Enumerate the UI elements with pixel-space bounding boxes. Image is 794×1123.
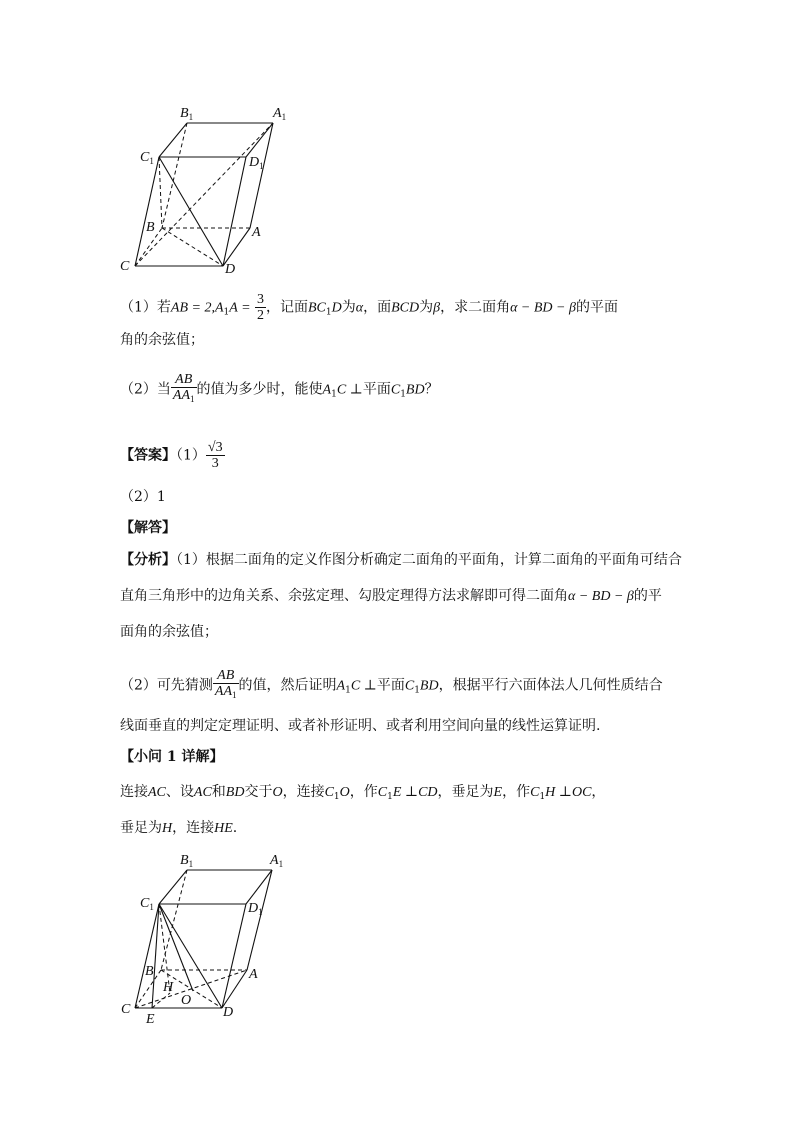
label-a: A bbox=[252, 225, 261, 240]
edge-a1a bbox=[250, 123, 273, 228]
label-c1: $C_1$ bbox=[140, 150, 154, 166]
label-h: H bbox=[163, 980, 174, 995]
fraction-3-2: $\frac{3}{2}$ bbox=[256, 292, 264, 323]
label-d1: $D_1$ bbox=[248, 901, 263, 917]
edge-a1a bbox=[247, 870, 272, 970]
edge-c1c bbox=[135, 157, 159, 266]
analysis-line5: 线面垂直的判定定理证明、或者补形证明、或者利用空间向量的线性运算证明. bbox=[120, 718, 601, 734]
label-b: B bbox=[146, 220, 155, 235]
figure-parallelepiped-2 bbox=[110, 848, 310, 1028]
label-o: O bbox=[181, 993, 192, 1008]
detail-heading: 【小问 1 详解】 bbox=[120, 749, 224, 765]
label-c1: $C_1$ bbox=[140, 896, 154, 912]
label-d1: $D_1$ bbox=[249, 155, 264, 171]
question-1-line2: 角的余弦值； bbox=[120, 332, 204, 348]
solution-heading: 【解答】 bbox=[120, 520, 176, 536]
analysis-line1: 【分析】（1）根据二面角的定义作图分析确定二面角的平面角，计算二面角的平面角可结合 bbox=[120, 552, 682, 568]
analysis-line3: 面角的余弦值； bbox=[120, 624, 218, 640]
label-b1: $B_1$ bbox=[180, 106, 194, 122]
label-d: D bbox=[223, 1005, 234, 1020]
detail-line2: 垂足为H，连接HE. bbox=[120, 820, 238, 836]
label-b: B bbox=[145, 964, 154, 979]
edge-da bbox=[222, 970, 247, 1008]
hidden-he bbox=[152, 993, 170, 1008]
fraction-ab-aa1-2: $\frac{AB}{AA_1}$ bbox=[214, 668, 237, 700]
label-a: A bbox=[249, 967, 258, 982]
hidden-bd bbox=[162, 228, 223, 266]
answer-1: 【答案】（1） $\frac{√3}{3}$ bbox=[120, 440, 223, 471]
label-b1: $B_1$ bbox=[180, 853, 194, 869]
label-d: D bbox=[225, 262, 236, 277]
question-2: （2）当 $\frac{AB}{AA_1}$ 的值为多少时，能使$A_1C$ ⊥平面$C_1BD$？ bbox=[120, 372, 439, 407]
detail-line1: 连接AC、设AC和BD交于O，连接$C_1O$，作$C_1E$ ⊥CD，垂足为E，作$C_1H$ ⊥OC， bbox=[120, 784, 606, 802]
question-1-line1: （1）若AB = $2,A_1A$ = $\frac{3}{2}$ ，记面$BC_1D$为α，面BCD为β，求二面角α − BD − β的平面 bbox=[120, 292, 618, 323]
figure-2-svg bbox=[110, 848, 310, 1028]
hidden-c1b bbox=[159, 157, 162, 228]
analysis-line2: 直角三角形中的边角关系、余弦定理、勾股定理得方法求解即可得二面角α − BD − β的平 bbox=[120, 588, 662, 604]
label-c: C bbox=[121, 1002, 131, 1017]
label-a1: $A_1$ bbox=[270, 853, 284, 869]
label-c: C bbox=[120, 259, 130, 274]
figure-1-svg bbox=[110, 100, 310, 280]
hidden-ca1 bbox=[135, 123, 273, 266]
label-a1: $A_1$ bbox=[273, 106, 287, 122]
edge-c1d bbox=[159, 157, 223, 266]
label-e: E bbox=[146, 1012, 155, 1027]
fraction-sqrt3-3: $\frac{√3}{3}$ bbox=[207, 440, 223, 471]
analysis-line4: （2）可先猜测 $\frac{AB}{AA_1}$ 的值，然后证明$A_1C$ ⊥平面$C_1BD$，根据平行六面体法人几何性质结合 bbox=[120, 668, 663, 703]
answer-2: （2）1 bbox=[120, 489, 166, 505]
edge-d1d bbox=[222, 904, 246, 1008]
fraction-ab-aa1: $\frac{AB}{AA_1}$ bbox=[172, 372, 195, 404]
figure-parallelepiped-1 bbox=[110, 100, 310, 280]
